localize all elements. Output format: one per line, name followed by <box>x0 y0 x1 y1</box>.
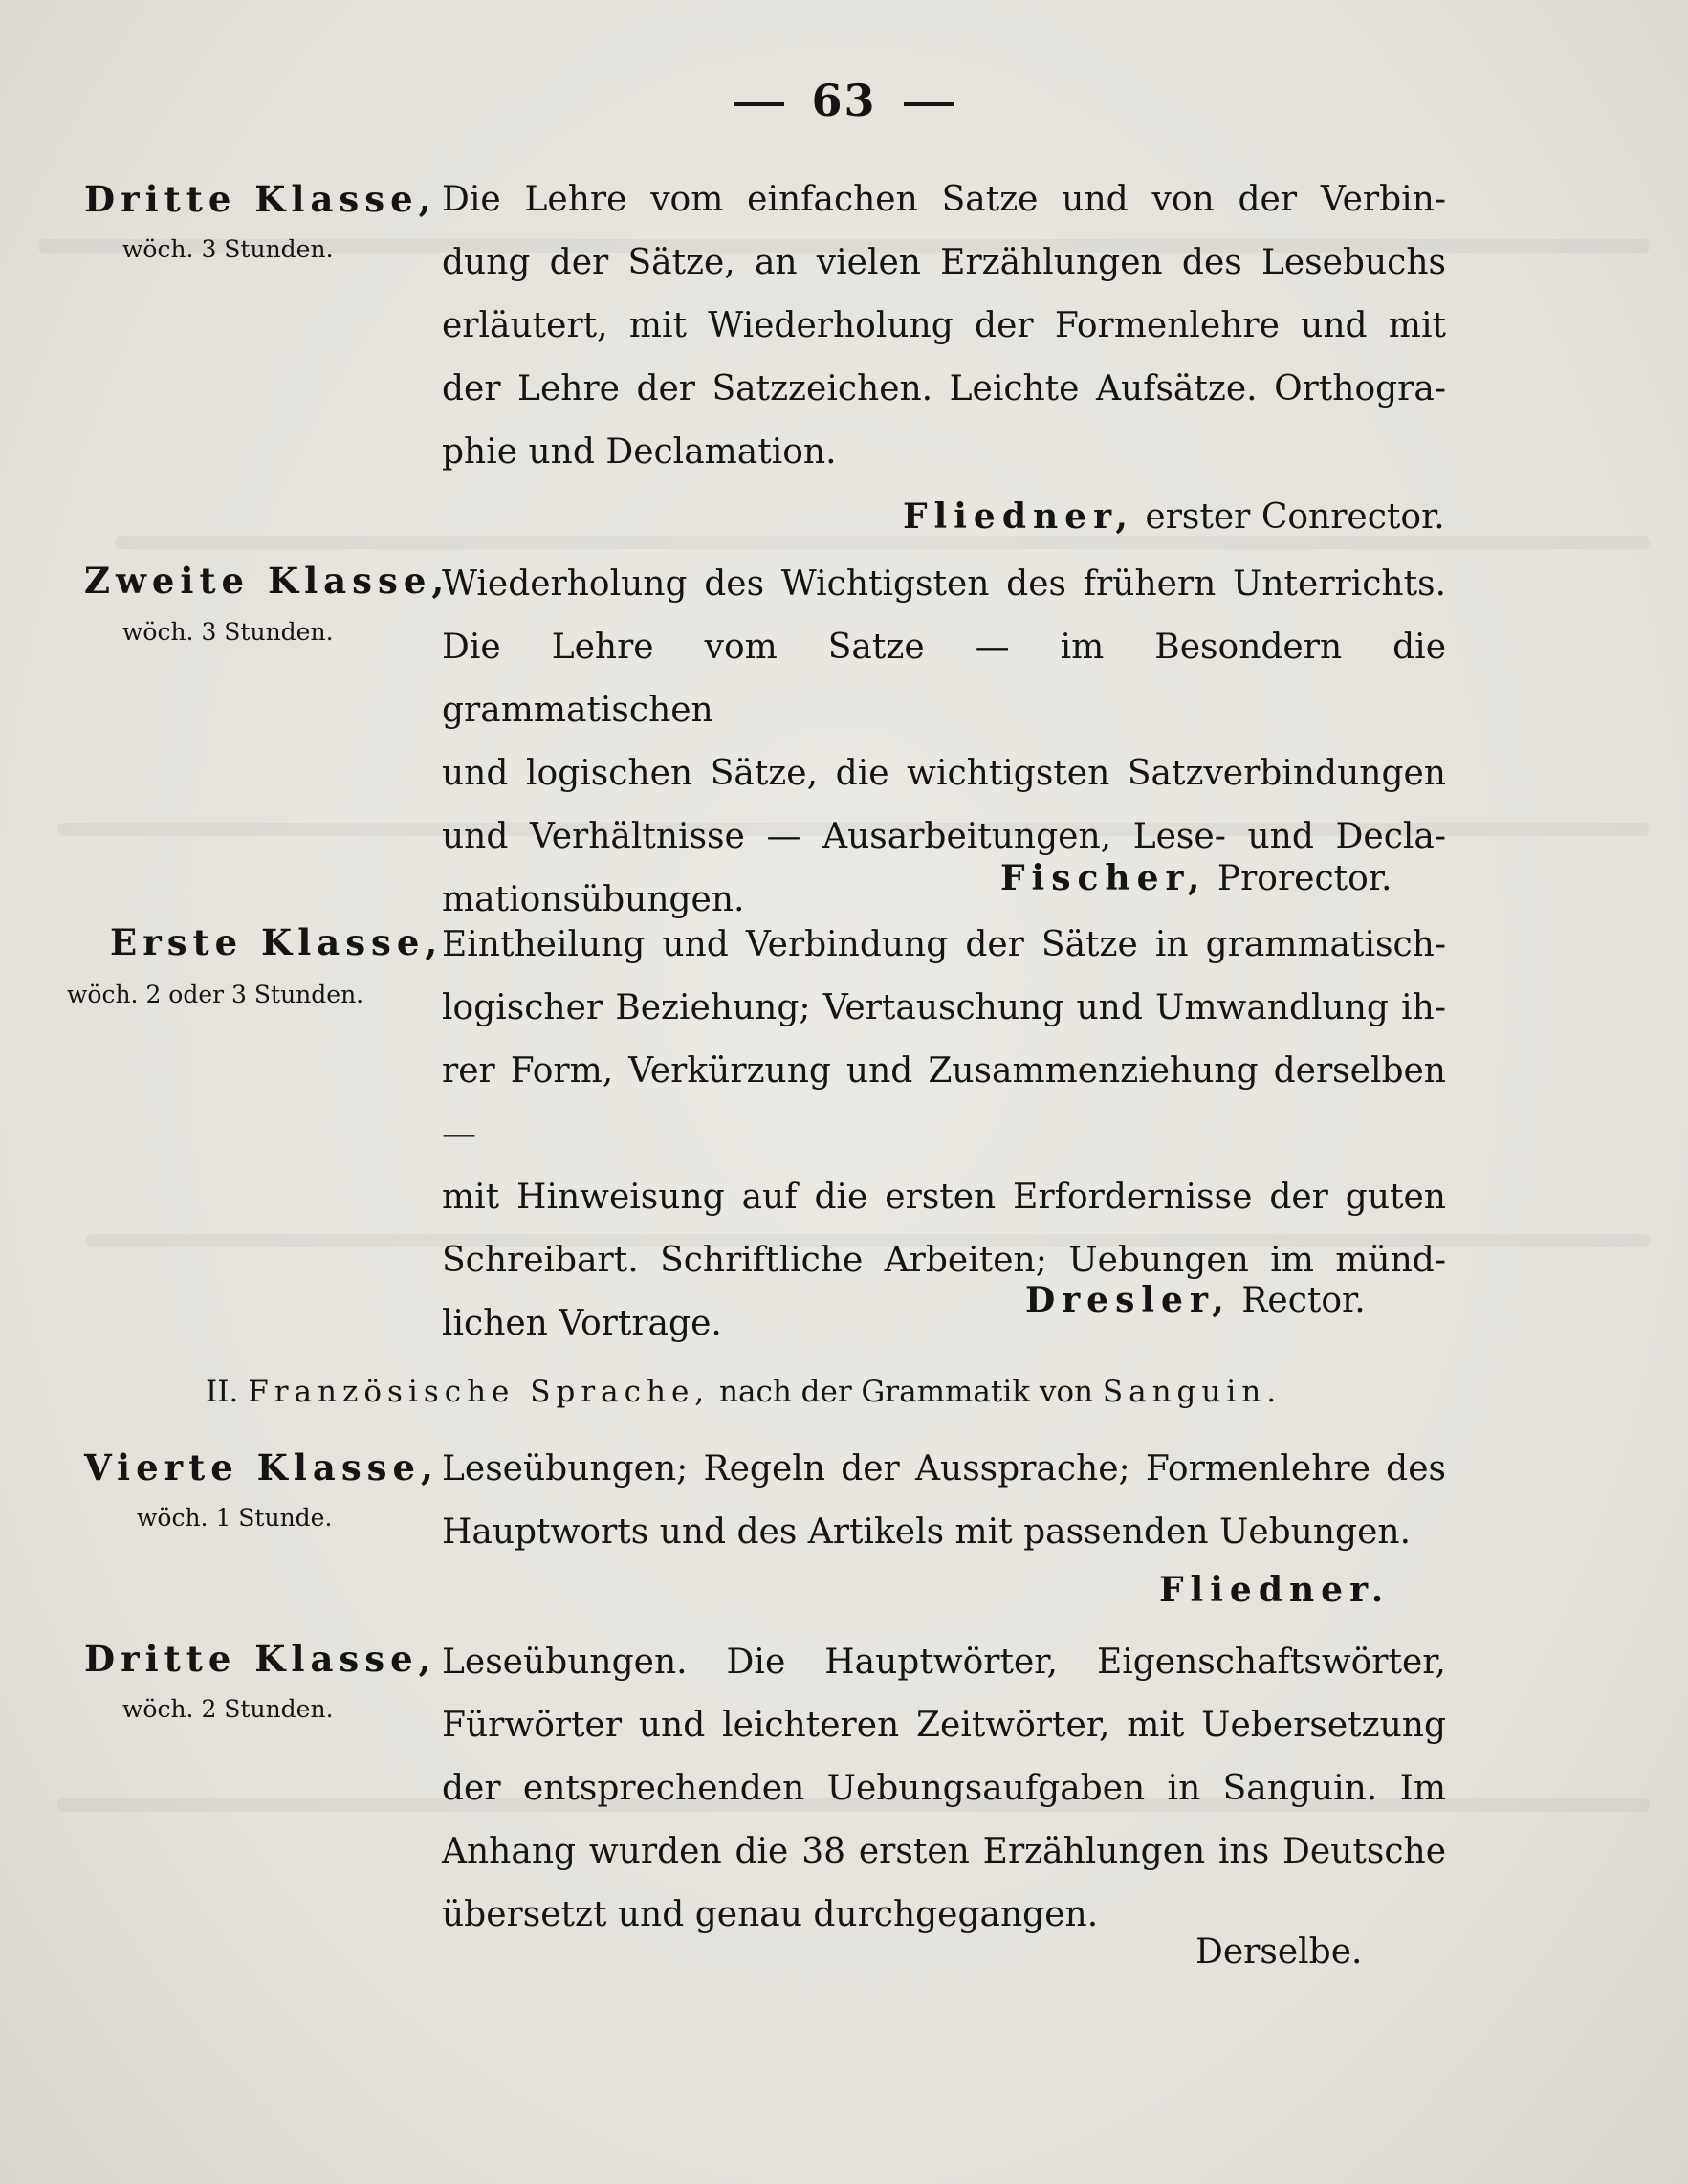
text-line: dung der Sätze, an vielen Erzählungen des Lesebuchs <box>442 243 1446 282</box>
teacher-title: Derselbe. <box>1195 1932 1363 1972</box>
teacher-signature <box>1195 1931 1362 1972</box>
text-line: Wiederholung des Wichtigsten des frühern Unterrichts. <box>442 564 1446 604</box>
class-heading: Erste Klasse, <box>110 921 444 963</box>
section-heading-french <box>206 1375 1282 1409</box>
show-through <box>115 536 1650 549</box>
dash-left <box>734 102 784 106</box>
teacher-name: Fliedner, <box>903 496 1134 537</box>
page-number-header <box>0 75 1688 126</box>
course-description <box>442 168 1446 484</box>
teacher-signature <box>903 496 1445 537</box>
text-line: Hauptworts und des Artikels mit passenden Uebungen. <box>442 1512 1412 1552</box>
weekly-hours: wöch. 2 oder 3 Stunden. <box>67 981 364 1008</box>
weekly-hours: wöch. 3 Stunden. <box>122 235 334 263</box>
section-subtitle: nach der Grammatik von <box>719 1375 1094 1409</box>
grammar-author: Sanguin. <box>1102 1375 1282 1409</box>
text-line: Leseübungen; Regeln der Aussprache; Formenlehre des <box>442 1449 1446 1489</box>
text-line: Schreibart. Schriftliche Arbeiten; Uebungen im münd- <box>442 1241 1446 1280</box>
text-line: Eintheilung und Verbindung der Sätze in grammatisch- <box>442 925 1446 964</box>
teacher-title: erster Conrector. <box>1145 497 1445 537</box>
text-line: Leseübungen. Die Hauptwörter, Eigenschaftswörter, <box>442 1643 1446 1682</box>
dash-right <box>904 102 954 106</box>
text-line: mit Hinweisung auf die ersten Erfordernisse der guten <box>442 1178 1446 1217</box>
class-heading: Dritte Klasse, <box>84 178 437 220</box>
weekly-hours: wöch. 2 Stunden. <box>122 1695 334 1723</box>
text-line: logischer Beziehung; Vertauschung und Umwandlung ih- <box>442 988 1446 1027</box>
text-line: und logischen Sätze, die wichtigsten Satzverbindungen <box>442 754 1446 793</box>
weekly-hours: wöch. 3 Stunden. <box>122 618 334 646</box>
teacher-signature <box>1025 1280 1366 1320</box>
text-line: und Verhältnisse — Ausarbeitungen, Lese- und Decla- <box>442 817 1446 856</box>
text-line: lichen Vortrage. <box>442 1304 722 1343</box>
text-line: phie und Declamation. <box>442 432 837 472</box>
text-line: der entsprechenden Uebungsaufgaben in Sanguin. Im <box>442 1769 1446 1808</box>
class-heading: Dritte Klasse, <box>84 1638 437 1680</box>
page-number: 63 <box>811 75 877 126</box>
course-description <box>442 1631 1446 1947</box>
text-line: Die Lehre vom Satze — im Besondern die grammatischen <box>442 628 1446 730</box>
teacher-signature <box>1159 1570 1390 1610</box>
class-heading: Zweite Klasse, <box>84 560 450 602</box>
section-numeral: II. <box>206 1375 239 1409</box>
class-heading: Vierte Klasse, <box>84 1446 439 1489</box>
weekly-hours: wöch. 1 Stunde. <box>137 1504 333 1532</box>
text-line: der Lehre der Satzzeichen. Leichte Aufsätze. Orthogra- <box>442 369 1446 408</box>
teacher-name: Fischer, <box>1000 858 1207 898</box>
text-line: übersetzt und genau durchgegangen. <box>442 1895 1099 1934</box>
teacher-name: Dresler, <box>1025 1280 1231 1320</box>
text-line: Anhang wurden die 38 ersten Erzählungen ins Deutsche <box>442 1832 1446 1871</box>
teacher-title: Rector. <box>1241 1281 1366 1320</box>
text-line: mationsübungen. <box>442 880 745 919</box>
text-line: Fürwörter und leichteren Zeitwörter, mit Uebersetzung <box>442 1706 1446 1745</box>
teacher-title: Prorector. <box>1217 859 1392 898</box>
course-description <box>442 1438 1446 1564</box>
text-line: rer Form, Verkürzung und Zusammenziehung derselben — <box>442 1051 1446 1154</box>
text-line: Die Lehre vom einfachen Satze und von der Verbin- <box>442 180 1446 219</box>
section-title: Französische Sprache, <box>248 1375 711 1409</box>
teacher-signature <box>1000 858 1392 898</box>
teacher-name: Fliedner. <box>1159 1570 1391 1610</box>
text-line: erläutert, mit Wiederholung der Formenlehre und mit <box>442 306 1446 345</box>
